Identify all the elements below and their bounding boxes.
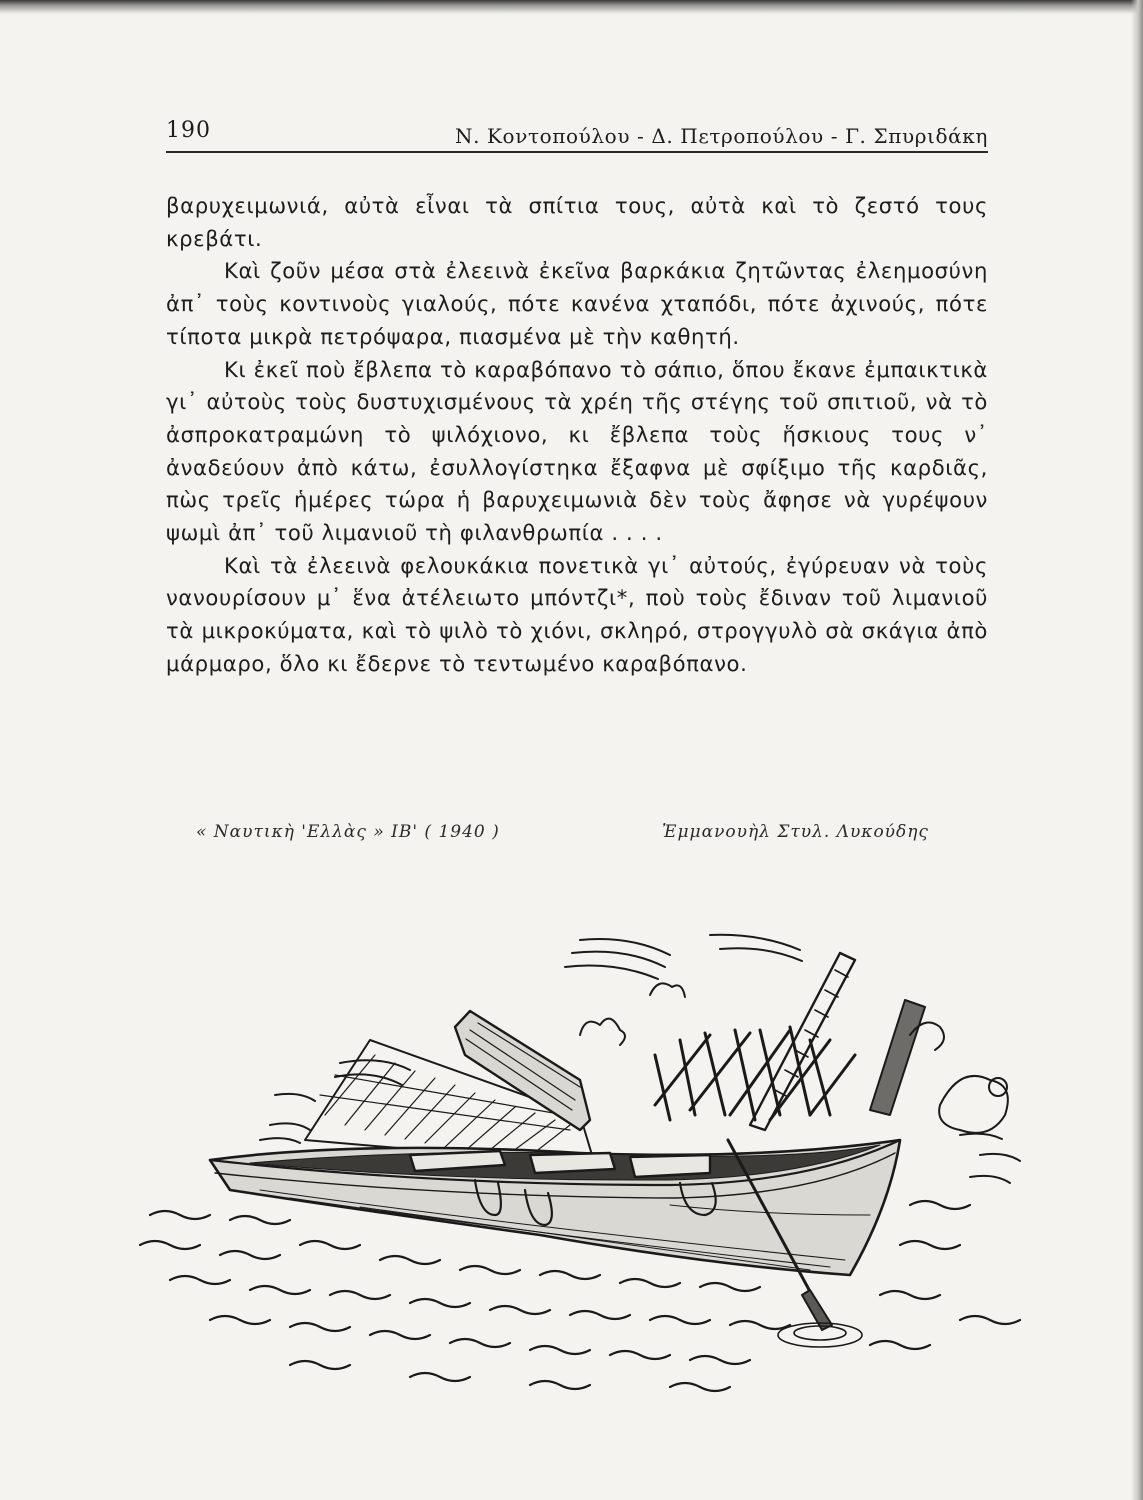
header-rule bbox=[166, 151, 988, 153]
boat-illustration bbox=[110, 915, 1040, 1410]
source-publication: « Ναυτικὴ 'Ελλὰς » ΙΒ' ( 1940 ) bbox=[196, 822, 500, 842]
source-author: Ἐμμανουὴλ Στυλ. Λυκούδης bbox=[662, 822, 929, 842]
paragraph-1: βαρυχειμωνιά, αὐτὰ εἶναι τὰ σπίτια τους, αὐτὰ καὶ τὸ ζεστό τους κρεβάτι. bbox=[166, 193, 988, 251]
page-number: 190 bbox=[166, 118, 211, 143]
body-text bbox=[166, 190, 988, 681]
paragraph-4: Καὶ τὰ ἐλεεινὰ φελουκάκια πονετικὰ γι᾽ αὐτούς, ἐγύρευαν νὰ τοὺς νανουρίσουν μ᾽ ἕνα ἀτέλειωτο μπόντζι*, ποὺ τοὺς ἔδιναν τοῦ λιμανιοῦ τὰ μικροκύματα, καὶ τὸ ψιλὸ τὸ χιόνι, σκληρό, στρογγυλὸ σὰ σκάγια ἀπὸ μάρμαρο, ὅλο κι ἔδερνε τὸ τεντωμένο καραβόπανο. bbox=[166, 552, 988, 676]
running-head: Ν. Κοντοπούλου - Δ. Πετροπούλου - Γ. Σπυριδάκη bbox=[455, 124, 988, 148]
paragraph-2: Καὶ ζοῦν μέσα στὰ ἐλεεινὰ ἐκεῖνα βαρκάκια ζητῶντας ἐλεημοσύνη ἀπ᾽ τοὺς κοντινοὺς γιαλούς, πότε κανένα χταπόδι, πότε ἀχινούς, πότε τίποτα μικρὰ πετρόψαρα, πιασμένα μὲ τὴν καθητή. bbox=[166, 258, 988, 349]
scan-edge-top bbox=[0, 0, 1143, 14]
paragraph-3: Κι ἐκεῖ ποὺ ἔβλεπα τὸ καραβόπανο τὸ σάπιο, ὅπου ἔκανε ἐμπαικτικὰ γι᾽ αὐτοὺς τοὺς δυστυχισμένους τὰ χρέη τῆς στέγης τοῦ σπιτιοῦ, νὰ τὸ ἀσπροκατραμώνη τὸ ψιλόχιονο, κι ἔβλεπα τοὺς ἥσκιους τους ν᾽ ἀναδεύουν ἀπὸ κάτω, ἐσυλλογίστηκα ἔξαφνα μὲ σφίξιμο τῆς καρδιᾶς, πὼς τρεῖς ἡμέρες τώρα ἡ βαρυχειμωνιὰ δὲν τοὺς ἄφησε νὰ γυρέψουν ψωμὶ ἀπ᾽ τοῦ λιμανιοῦ τὴ φιλανθρωπία . . . . bbox=[166, 356, 988, 546]
scan-edge-right bbox=[1131, 0, 1143, 1500]
